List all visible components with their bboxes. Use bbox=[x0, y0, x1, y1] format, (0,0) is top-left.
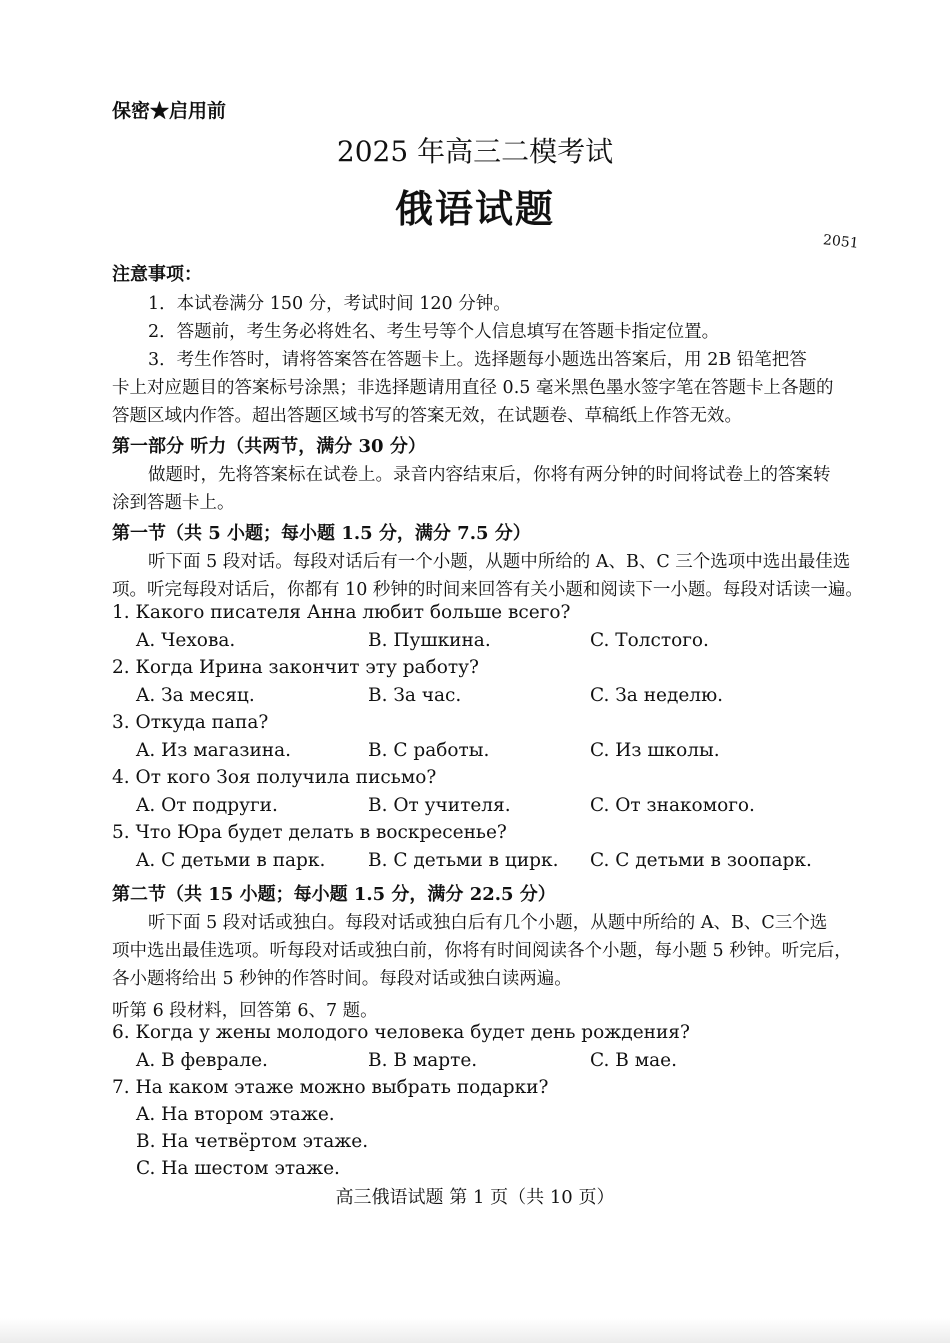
notes-heading: 注意事项： bbox=[112, 264, 202, 285]
question-7: 7. На каком этаже можно выбрать подарки? bbox=[112, 1077, 549, 1098]
q4-option-a: A. От подруги. bbox=[136, 795, 278, 816]
q7-option-c: C. На шестом этаже. bbox=[136, 1158, 340, 1179]
page-footer: 高三俄语试题 第 1 页（共 10 页） bbox=[335, 1187, 615, 1208]
part1-intro-line: 做题时，先将答案标在试卷上。录音内容结束后，你将有两分钟的时间将试卷上的答案转 bbox=[148, 465, 831, 485]
note-line: 1．本试卷满分 150 分，考试时间 120 分钟。 bbox=[148, 294, 511, 314]
note-line: 3．考生作答时，请将答案答在答题卡上。选择题每小题选出答案后，用 2B 铅笔把答 bbox=[148, 350, 807, 370]
q3-option-a: A. Из магазина. bbox=[136, 740, 292, 761]
q7-option-a: A. На втором этаже. bbox=[136, 1104, 335, 1125]
question-4: 4. От кого Зоя получила письмо? bbox=[112, 767, 437, 788]
section1-intro-line: 项。听完每段对话后，你都有 10 秒钟的时间来回答有关小题和阅读下一小题。每段对话读一遍。 bbox=[112, 580, 863, 600]
q5-option-c: C. С детьми в зоопарк. bbox=[590, 850, 812, 871]
q2-option-a: A. За месяц. bbox=[136, 685, 255, 706]
section1-heading: 第一节（共 5 小题；每小题 1.5 分，满分 7.5 分） bbox=[112, 523, 531, 544]
section2-intro-line: 听下面 5 段对话或独白。每段对话或独白后有几个小题，从题中所给的 A、B、C三个选 bbox=[148, 913, 828, 933]
q5-option-a: A. С детьми в парк. bbox=[136, 850, 326, 871]
q1-option-a: A. Чехова. bbox=[136, 630, 236, 651]
q3-option-b: B. С работы. bbox=[368, 740, 490, 761]
exam-title: 2025 年高三二模考试 bbox=[336, 135, 614, 168]
part1-heading: 第一部分 听力（共两节，满分 30 分） bbox=[112, 436, 426, 457]
q6-option-a: A. В феврале. bbox=[136, 1050, 268, 1071]
section2-intro-line: 项中选出最佳选项。听每段对话或独白前，你将有时间阅读各个小题，每小题 5 秒钟。听完后， bbox=[112, 941, 852, 961]
question-2: 2. Когда Ирина закончит эту работу? bbox=[112, 657, 479, 678]
confidential-label: 保密★启用前 bbox=[112, 100, 227, 122]
q4-option-b: B. От учителя. bbox=[368, 795, 511, 816]
q6-option-b: B. В марте. bbox=[368, 1050, 478, 1071]
q1-option-b: B. Пушкина. bbox=[368, 630, 491, 651]
q2-option-c: C. За неделю. bbox=[590, 685, 724, 706]
scan-edge-shadow bbox=[0, 1318, 950, 1343]
q1-option-c: C. Толстого. bbox=[590, 630, 709, 651]
q5-option-b: B. С детьми в цирк. bbox=[368, 850, 559, 871]
section2-intro-line: 各小题将给出 5 秒钟的作答时间。每段对话或独白读两遍。 bbox=[112, 969, 572, 989]
part1-intro-line: 涂到答题卡上。 bbox=[112, 493, 235, 513]
q6-option-c: C. В мае. bbox=[590, 1050, 677, 1071]
question-6: 6. Когда у жены молодого человека будет день рождения? bbox=[112, 1022, 690, 1043]
material-note: 听第 6 段材料，回答第 6、7 题。 bbox=[112, 1001, 378, 1021]
q3-option-c: C. Из школы. bbox=[590, 740, 720, 761]
corner-handwritten-mark: 2051 bbox=[822, 232, 860, 252]
subject-title: 俄语试题 bbox=[394, 186, 555, 231]
section1-intro-line: 听下面 5 段对话。每段对话后有一个小题，从题中所给的 A、B、C 三个选项中选出最佳选 bbox=[148, 552, 851, 572]
q7-option-b: B. На четвёртом этаже. bbox=[136, 1131, 369, 1152]
question-1: 1. Какого писателя Анна любит больше всего? bbox=[112, 602, 571, 623]
note-line: 卡上对应题目的答案标号涂黑；非选择题请用直径 0.5 毫米黑色墨水签字笔在答题卡上各题的 bbox=[112, 378, 834, 398]
section2-heading: 第二节（共 15 小题；每小题 1.5 分，满分 22.5 分） bbox=[112, 884, 556, 905]
note-line: 答题区域内作答。超出答题区域书写的答案无效，在试题卷、草稿纸上作答无效。 bbox=[112, 406, 742, 426]
q2-option-b: B. За час. bbox=[368, 685, 462, 706]
q4-option-c: C. От знакомого. bbox=[590, 795, 755, 816]
note-line: 2．答题前，考生务必将姓名、考生号等个人信息填写在答题卡指定位置。 bbox=[148, 322, 720, 342]
question-5: 5. Что Юра будет делать в воскресенье? bbox=[112, 822, 507, 843]
question-3: 3. Откуда папа? bbox=[112, 712, 269, 733]
